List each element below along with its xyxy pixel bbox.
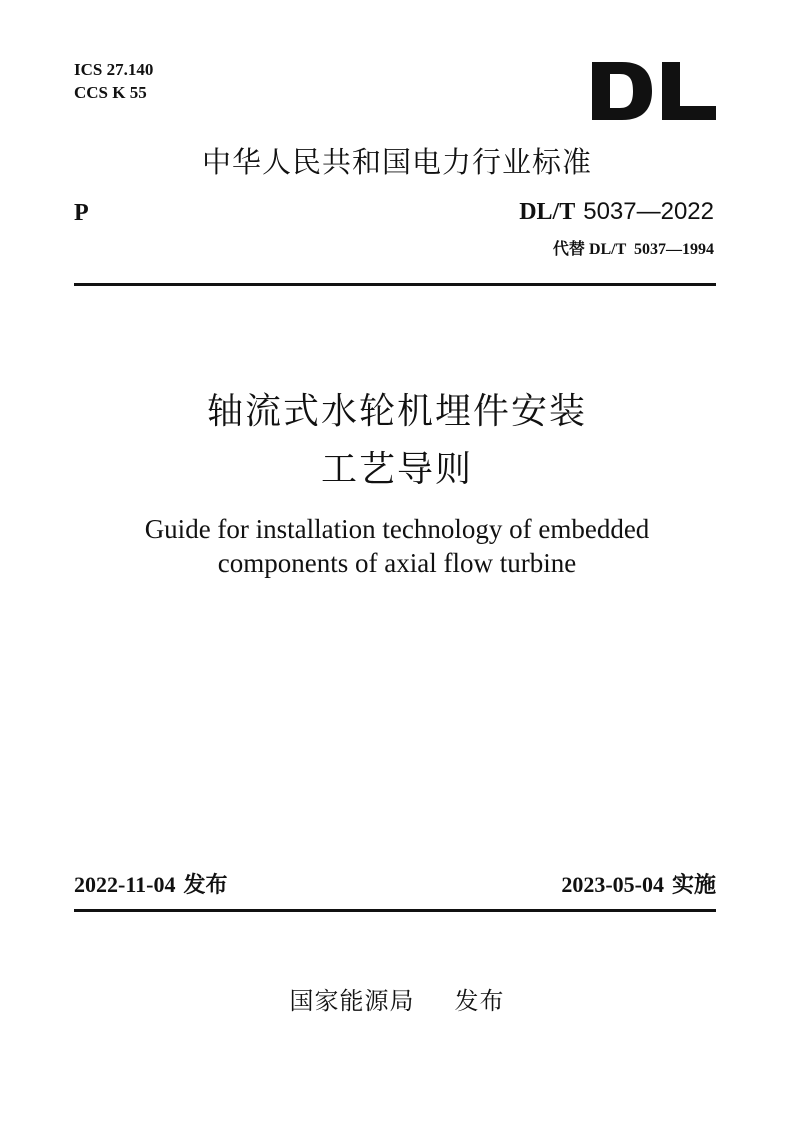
dl-logo — [592, 62, 716, 120]
issue-label: 发布 — [183, 873, 228, 898]
title-en-line1: Guide for installation technology of embedded — [144, 514, 650, 544]
replaces-code: DL/T 5037—1994 — [588, 241, 714, 258]
org-title: 中华人民共和国电力行业标准 — [201, 145, 592, 179]
publisher-row — [0, 985, 794, 1017]
title-cn-line2: 工艺导则 — [320, 449, 473, 490]
issue-date: 2022-11-04 — [74, 872, 176, 897]
implementation-date: 2023-05-04 — [561, 872, 664, 897]
replaces-label: 代替 — [552, 239, 585, 258]
title-cn-line1: 轴流式水轮机埋件安装 — [206, 391, 587, 432]
standard-code: 5037—2022 — [583, 198, 714, 225]
bottom-divider — [74, 909, 716, 912]
standard-number — [519, 196, 714, 228]
implementation-label: 实施 — [671, 873, 716, 898]
category-code: P — [74, 200, 89, 226]
top-divider — [74, 283, 716, 286]
publisher-name: 国家能源局 — [289, 987, 415, 1015]
ics-code: ICS 27.140 — [74, 60, 154, 79]
issue-date-row — [74, 870, 227, 901]
standard-prefix: DL/T — [519, 199, 576, 225]
ccs-code: CCS K 55 — [74, 83, 147, 102]
replaces-standard — [553, 238, 714, 261]
publisher-action: 发布 — [454, 987, 505, 1015]
title-en-line2: components of axial flow turbine — [217, 548, 577, 578]
implementation-date-row — [561, 870, 716, 901]
